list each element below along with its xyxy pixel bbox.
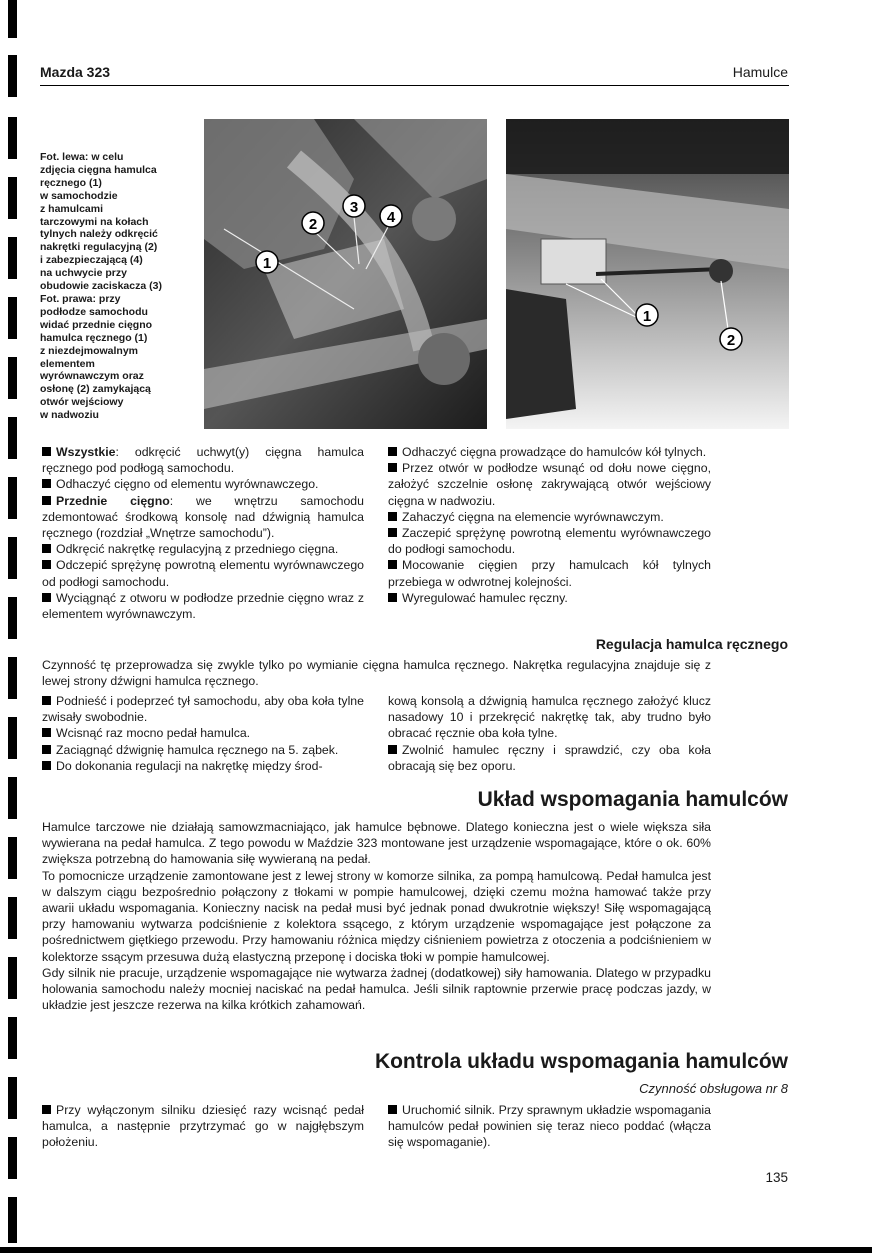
svg-text:2: 2 bbox=[308, 216, 318, 233]
caption-line: tylnych należy odkręcić bbox=[40, 228, 158, 241]
bullet-text: Uruchomić silnik. Przy sprawnym układzie wspomagania hamulców pedał powinien się teraz nieco poddać (włącza się wspomaganie). bbox=[388, 1103, 711, 1150]
bullet-text: Odhaczyć cięgna prowadzące do hamulców kół tylnych. bbox=[402, 445, 707, 459]
bullet-text: Zahaczyć cięgna na elemencie wyrównawczym. bbox=[402, 509, 664, 524]
caption-line: widać przednie cięgno bbox=[40, 318, 153, 331]
bullet-text: Odkręcić nakrętkę regulacyjną z przedniego cięgna. bbox=[56, 542, 339, 557]
bullet-text: Zwolnić hamulec ręczny i sprawdzić, czy oba koła obracają się bez oporu. bbox=[388, 742, 711, 773]
bullet-text: Zaczepić sprężynę powrotną elementu wyrównawczego do podłogi samochodu. bbox=[388, 526, 711, 557]
bullet-step bbox=[388, 590, 711, 606]
heading-kontrola: Kontrola układu wspomagania hamulców bbox=[374, 1050, 788, 1073]
bullet-square-icon bbox=[42, 447, 51, 456]
body-paragraph: Hamulce tarczowe nie działają samowzmacniająco, jak hamulce bębnowe. Dlatego konieczna jest o wiele większa siła wywierana na pedał hamulca. Z tego powodu w Maździe 323 montowane jest urządzenie wspomagające, które o ok. 60% zwiększa potrzebną do hamowania siłę wywieraną na pedał. bbox=[42, 820, 711, 867]
edge-bar bbox=[8, 1197, 17, 1243]
bullet-square-icon bbox=[388, 560, 397, 569]
edge-bar bbox=[8, 357, 17, 399]
regulacja-steps-right bbox=[388, 693, 711, 774]
replacement-steps-left bbox=[42, 444, 364, 622]
edge-bar bbox=[8, 777, 17, 819]
bullet-square-icon bbox=[388, 463, 397, 472]
caption-line: elementem bbox=[40, 357, 95, 370]
bottom-rule bbox=[0, 1247, 872, 1253]
bullet-square-icon bbox=[42, 1105, 51, 1114]
bullet-square-icon bbox=[42, 560, 51, 569]
caption-line: obudowie zaciskacza (3) bbox=[40, 280, 162, 293]
edge-bar bbox=[8, 537, 17, 579]
bullet-text: Przy wyłączonym silniku dziesięć razy wcisnąć pedał hamulca, a następnie przytrzymać go w najgłębszym położeniu. bbox=[42, 1103, 364, 1150]
caption-line: ręcznego (1) bbox=[40, 176, 102, 189]
edge-bar bbox=[8, 597, 17, 639]
caption-line: hamulca ręcznego (1) bbox=[40, 331, 148, 344]
edge-bar bbox=[8, 1017, 17, 1059]
edge-bar bbox=[8, 237, 17, 279]
photo-marker bbox=[720, 328, 742, 350]
bullet-step bbox=[42, 1102, 364, 1151]
heading-wspomaganie: Układ wspomagania hamulców bbox=[477, 788, 788, 811]
caption-line: w nadwoziu bbox=[40, 409, 99, 422]
caption-line: Fot. lewa: w celu bbox=[40, 151, 124, 163]
bullet-square-icon bbox=[42, 544, 51, 553]
photo-caption bbox=[40, 151, 190, 422]
body-paragraph: Gdy silnik nie pracuje, urządzenie wspomagające nie wytwarza żadnej (dodatkowej) siły hamowania. Dlatego w przypadku holowania samochodu należy mocniej naciskać na pedał hamulca. Jeśli silnik raptownie przerwie pracę podczas jazdy, w układzie jest jeszcze rezerwa na kilka krótkich zahamowań. bbox=[42, 965, 711, 1013]
bullet-step bbox=[42, 541, 364, 557]
bullet-text: kową konsolą a dźwignią hamulca ręcznego założyć klucz nasadowy 10 i przekręcić nakrętkę tak, aby trudno było obracać ręcznie oba koła tylne. bbox=[388, 694, 711, 741]
photo-marker bbox=[302, 212, 324, 234]
replacement-steps-right bbox=[388, 444, 711, 606]
edge-bar bbox=[8, 477, 17, 519]
kontrola-steps-right bbox=[388, 1102, 711, 1151]
svg-text:1: 1 bbox=[642, 308, 652, 325]
bullet-text: Wyregulować hamulec ręczny. bbox=[402, 590, 568, 605]
edge-bar bbox=[8, 177, 17, 219]
caption-line: z hamulcami bbox=[40, 202, 104, 215]
caption-line: osłonę (2) zamykającą bbox=[40, 383, 151, 396]
bullet-step bbox=[42, 742, 364, 758]
bullet-step bbox=[42, 590, 364, 622]
bullet-square-icon bbox=[388, 745, 397, 754]
bullet-step bbox=[388, 742, 711, 774]
edge-bar bbox=[8, 1137, 17, 1179]
photo-marker bbox=[256, 251, 278, 273]
edge-bar bbox=[8, 297, 17, 339]
running-header-section: Hamulce bbox=[732, 64, 788, 80]
bullet-step bbox=[42, 758, 364, 774]
heading-regulacja: Regulacja hamulca ręcznego bbox=[595, 636, 788, 652]
svg-text:1: 1 bbox=[262, 255, 272, 272]
bullet-text: Wyciągnąć z otworu w podłodze przednie cięgno wraz z elementem wyrównawczym. bbox=[42, 590, 364, 622]
photo-marker bbox=[636, 304, 658, 326]
bullet-square-icon bbox=[388, 593, 397, 602]
bullet-step bbox=[42, 725, 364, 741]
bullet-square-icon bbox=[42, 761, 51, 770]
bullet-step bbox=[388, 1102, 711, 1151]
caption-line: i zabezpieczającą (4) bbox=[40, 254, 143, 267]
caption-line: z niezdejmowalnym bbox=[40, 344, 139, 357]
bullet-square-icon bbox=[388, 1105, 397, 1114]
regulacja-steps-left bbox=[42, 693, 364, 774]
caption-line: otwór wejściowy bbox=[40, 396, 124, 409]
bullet-square-icon bbox=[42, 496, 51, 505]
bullet-text: Zaciągnąć dźwignię hamulca ręcznego na 5. ząbek. bbox=[56, 742, 339, 757]
bullet-step bbox=[42, 693, 364, 725]
bullet-text: Przez otwór w podłodze wsunąć od dołu nowe cięgno, założyć szczelnie osłonę zakrywającą otwór wejściowy cięgna w nadwoziu. bbox=[388, 461, 711, 508]
edge-bar bbox=[8, 1077, 17, 1119]
photo-right-front-cable bbox=[506, 119, 789, 429]
bullet-square-icon bbox=[388, 528, 397, 537]
caption-line: podłodze samochodu bbox=[40, 305, 148, 318]
edge-bar bbox=[8, 897, 17, 939]
bullet-text: : we wnętrzu samochodu zdemontować środkową konsolę nad dźwignią hamulca ręcznego (rozdział „Wnętrze samochodu”). bbox=[42, 493, 364, 541]
edge-bar bbox=[8, 55, 17, 97]
bullet-text: Odhaczyć cięgno od elementu wyrównawczego. bbox=[56, 477, 319, 492]
photo-marker bbox=[380, 205, 402, 227]
edge-bar bbox=[8, 417, 17, 459]
bullet-step bbox=[42, 476, 364, 492]
bullet-text: Wcisnąć raz mocno pedał hamulca. bbox=[56, 726, 251, 741]
body-paragraph: To pomocnicze urządzenie zamontowane jest z lewej strony w komorze silnika, za pompą hamulcową. Pedał hamulca jest w dalszym ciągu bezpośrednio połączony z tłokami w pompie hamulcowej, dzięki czemu można hamować także przy awarii układu wspomagania. Konieczny nacisk na pedał musi być jednak ponad dwukrotnie większy! Siłę wspomagającą przy hamowaniu wytwarza podciśnienie z kolektora ssącego, z którym urządzenie wspomagające jest połączone za pośrednictwem giętkiego przewodu. Przy hamowaniu różnica między ciśnieniem powietrza z otoczenia a podciśnieniem w kolektorze ssącym przesuwa dużą elastyczną przeponę i dociska tłoki w pompie hamulcowej. bbox=[42, 868, 711, 964]
svg-text:3: 3 bbox=[349, 199, 359, 216]
regulacja-intro: Czynność tę przeprowadza się zwykle tylko po wymianie cięgna hamulca ręcznego. Nakrętka regulacyjna znajduje się z lewej strony dźwigni hamulca ręcznego. bbox=[42, 658, 711, 689]
bullet-step bbox=[388, 509, 711, 525]
photo-left-handbrake-caliper bbox=[204, 119, 487, 429]
photo-marker bbox=[343, 195, 365, 217]
bullet-step bbox=[388, 557, 711, 589]
bullet-lead: Przednie cięgno bbox=[56, 493, 170, 508]
bullet-text: Do dokonania regulacji na nakrętkę między środ- bbox=[56, 758, 323, 773]
caption-line: w samochodzie bbox=[40, 189, 118, 202]
bullet-square-icon bbox=[388, 447, 397, 456]
edge-bar bbox=[8, 0, 17, 38]
bullet-step bbox=[42, 493, 364, 542]
svg-text:2: 2 bbox=[726, 332, 736, 349]
service-operation-label: Czynność obsługowa nr 8 bbox=[639, 1081, 788, 1096]
bullet-square-icon bbox=[42, 728, 51, 737]
bullet-step bbox=[388, 444, 711, 460]
edge-bar bbox=[8, 957, 17, 999]
edge-bar bbox=[8, 717, 17, 759]
caption-line: na uchwycie przy bbox=[40, 267, 127, 280]
bullet-text: Mocowanie cięgien przy hamulcach kół tylnych przebiega w odwrotnej kolejności. bbox=[388, 558, 711, 589]
bullet-step bbox=[42, 557, 364, 589]
bullet-lead: Wszystkie bbox=[56, 445, 116, 459]
caption-line: tarczowymi na kołach bbox=[40, 215, 149, 228]
bullet-square-icon bbox=[42, 696, 51, 705]
edge-bar bbox=[8, 657, 17, 699]
edge-bar bbox=[8, 117, 17, 159]
bullet-square-icon bbox=[42, 593, 51, 602]
caption-line: zdjęcia cięgna hamulca bbox=[40, 163, 157, 176]
caption-line: wyrównawczym oraz bbox=[40, 370, 144, 383]
bullet-step bbox=[388, 693, 711, 742]
caption-line: Fot. prawa: przy bbox=[40, 292, 121, 305]
bullet-text: : odkręcić uchwyt(y) cięgna hamulca ręcznego pod podłogą samochodu. bbox=[42, 445, 364, 476]
bullet-text: Odczepić sprężynę powrotną elementu wyrównawczego od podłogi samochodu. bbox=[42, 558, 364, 589]
bullet-square-icon bbox=[42, 479, 51, 488]
bullet-step bbox=[42, 444, 364, 476]
bullet-square-icon bbox=[42, 745, 51, 754]
edge-bar bbox=[8, 837, 17, 879]
bullet-step bbox=[388, 460, 711, 509]
header-rule bbox=[40, 85, 789, 86]
bullet-step bbox=[388, 525, 711, 557]
page-number: 135 bbox=[765, 1170, 788, 1185]
svg-text:4: 4 bbox=[386, 209, 396, 226]
caption-line: nakrętki regulacyjną (2) bbox=[40, 241, 158, 254]
kontrola-steps-left bbox=[42, 1102, 364, 1151]
bullet-square-icon bbox=[388, 512, 397, 521]
running-header-title: Mazda 323 bbox=[40, 64, 111, 80]
wspomaganie-body bbox=[42, 819, 711, 1013]
bullet-text: Podnieść i podeprzeć tył samochodu, aby oba koła tylne zwisały swobodnie. bbox=[42, 694, 364, 725]
